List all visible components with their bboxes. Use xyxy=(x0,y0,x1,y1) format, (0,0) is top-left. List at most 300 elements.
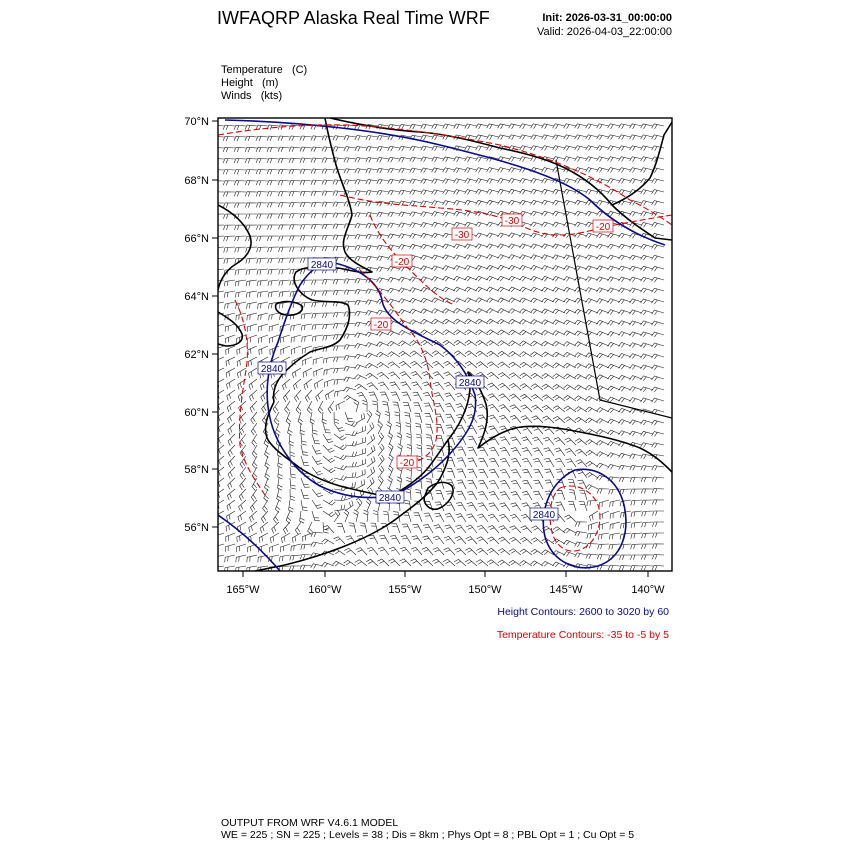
wind-barb xyxy=(215,346,224,355)
wind-barb xyxy=(500,437,510,445)
wind-barb xyxy=(300,247,312,252)
wind-barb xyxy=(250,511,258,522)
wind-barb xyxy=(234,170,246,175)
wind-barb xyxy=(355,560,367,566)
wind-barb xyxy=(531,276,544,281)
wind-barb xyxy=(366,300,378,305)
wind-barb xyxy=(322,158,334,163)
wind-barb xyxy=(488,394,499,401)
wind-barb xyxy=(586,450,598,456)
wind-barb xyxy=(564,342,577,347)
wind-barb xyxy=(652,266,665,271)
wind-barb xyxy=(367,478,374,490)
wind-barb xyxy=(410,244,422,249)
wind-barb xyxy=(455,548,467,555)
wind-barb xyxy=(355,246,367,251)
wind-barb xyxy=(322,180,334,185)
wind-barb xyxy=(377,157,389,162)
wind-barb xyxy=(334,434,346,440)
wind-barb xyxy=(334,379,345,385)
wind-barb xyxy=(520,189,532,194)
wind-barb xyxy=(509,124,521,129)
wind-barb xyxy=(344,356,356,361)
wind-barb xyxy=(289,500,294,512)
wind-barb xyxy=(498,276,511,281)
wind-barb xyxy=(311,532,323,537)
wind-barb xyxy=(489,480,499,489)
wind-barb xyxy=(443,361,455,368)
wind-barb xyxy=(487,560,499,566)
wind-barb xyxy=(388,559,400,566)
wind-barb xyxy=(553,222,566,227)
wind-barb xyxy=(575,309,588,314)
wind-barb xyxy=(373,510,378,522)
wind-barb xyxy=(619,397,632,402)
wind-barb xyxy=(215,533,224,541)
wind-barb xyxy=(404,412,411,423)
wind-barb xyxy=(576,460,587,467)
wind-barb xyxy=(630,489,642,494)
wind-barb xyxy=(553,562,566,567)
wind-barb xyxy=(520,384,532,390)
wind-barb xyxy=(511,492,521,501)
wind-barb xyxy=(489,503,500,511)
wind-barb xyxy=(597,135,609,140)
wind-barb xyxy=(652,565,664,570)
wind-barb xyxy=(225,555,235,562)
wind-barb xyxy=(564,417,576,423)
wind-barb xyxy=(564,552,577,557)
wind-barb xyxy=(542,373,554,379)
wind-barb xyxy=(421,179,433,184)
wind-barb xyxy=(239,401,246,412)
wind-barb xyxy=(476,233,489,238)
wind-barb xyxy=(487,548,499,555)
wind-barb xyxy=(249,379,257,390)
wind-barb xyxy=(443,340,455,346)
wind-barb xyxy=(608,233,621,238)
wind-barb xyxy=(261,511,268,523)
wind-barb xyxy=(608,277,621,282)
wind-barb xyxy=(300,169,312,174)
wind-barb xyxy=(216,390,225,400)
wind-barb xyxy=(498,362,510,368)
wind-barb xyxy=(257,280,268,286)
wind-barb xyxy=(652,420,665,425)
wind-barb xyxy=(226,346,235,355)
wind-barb xyxy=(586,309,599,314)
wind-barb xyxy=(476,266,489,271)
wind-barb xyxy=(377,179,389,184)
wind-barb xyxy=(225,324,235,332)
wind-barb xyxy=(542,405,554,412)
wind-barb xyxy=(322,280,334,285)
wind-barb xyxy=(226,357,235,366)
wind-barb xyxy=(468,469,478,478)
wind-barb xyxy=(300,202,312,207)
wind-barb xyxy=(410,320,423,325)
wind-barb xyxy=(619,179,631,184)
wind-barb xyxy=(531,561,543,566)
wind-barb xyxy=(323,467,335,473)
wind-barb xyxy=(608,266,621,271)
wind-barb xyxy=(542,309,555,314)
wind-barb xyxy=(436,435,444,445)
wind-barb xyxy=(610,522,620,529)
wind-barb xyxy=(268,258,279,263)
wind-barb xyxy=(531,124,543,129)
lat-axis xyxy=(184,116,218,534)
wind-barb xyxy=(311,224,323,229)
wind-barb xyxy=(467,503,477,512)
wind-barb xyxy=(619,431,632,436)
wind-barb xyxy=(443,309,456,314)
wind-barb xyxy=(575,298,588,303)
wind-barb xyxy=(521,405,533,412)
wind-barb xyxy=(610,511,620,519)
wind-barb xyxy=(466,514,477,522)
footer xyxy=(221,817,634,841)
wind-barb xyxy=(630,179,642,184)
wind-barb xyxy=(487,190,499,195)
wind-barb xyxy=(226,335,235,343)
wind-barb xyxy=(487,244,500,249)
wind-barb xyxy=(290,555,301,561)
wind-barb xyxy=(641,555,653,560)
wind-barb xyxy=(433,536,444,544)
wind-barb xyxy=(608,453,621,458)
wind-barb xyxy=(579,501,587,511)
wind-barb xyxy=(434,513,444,522)
wind-barb xyxy=(278,191,290,196)
wind-barb xyxy=(564,200,577,205)
wind-barb xyxy=(498,244,511,249)
lat-tick-label: 70°N xyxy=(184,116,209,128)
wind-barb xyxy=(586,299,599,304)
wind-barb xyxy=(465,157,477,162)
wind-barb xyxy=(564,298,577,303)
svg-text:-20: -20 xyxy=(373,320,389,331)
wind-barb xyxy=(281,346,290,355)
wind-barb xyxy=(378,433,384,445)
lon-tick-label: 145°W xyxy=(549,584,583,596)
wind-barb xyxy=(608,310,621,315)
wind-barb xyxy=(301,456,309,466)
wind-barb xyxy=(270,533,279,543)
wind-barb xyxy=(489,447,499,456)
wind-barb xyxy=(311,147,323,152)
wind-barb xyxy=(557,491,565,500)
wind-barb xyxy=(630,244,643,249)
wind-barb xyxy=(388,352,400,357)
temp-contour-north xyxy=(218,125,672,225)
height-contour-low xyxy=(267,262,475,498)
wind-barb xyxy=(597,157,609,162)
wind-barb xyxy=(520,549,532,555)
wind-barb xyxy=(531,526,543,533)
wind-barb xyxy=(454,124,466,129)
wind-barb xyxy=(375,411,380,423)
wind-barb xyxy=(393,402,400,412)
wind-barb xyxy=(388,433,393,446)
wind-barb xyxy=(476,179,488,184)
wind-barb xyxy=(454,190,466,195)
wind-barb xyxy=(487,200,500,205)
wind-barb xyxy=(406,433,411,445)
wind-barb xyxy=(443,168,455,173)
wind-barb xyxy=(397,433,402,445)
wind-barb xyxy=(544,448,555,456)
wind-barb xyxy=(498,265,511,270)
wind-barb xyxy=(333,346,345,351)
wind-barb xyxy=(355,235,367,240)
wind-barb xyxy=(403,402,411,412)
wind-barb xyxy=(318,401,323,414)
lat-tick-label: 68°N xyxy=(184,175,209,187)
wind-barb xyxy=(223,125,235,130)
wind-barb xyxy=(520,157,532,162)
wind-barb xyxy=(312,302,323,307)
wind-barb xyxy=(511,437,522,445)
wind-barb xyxy=(457,458,466,467)
wind-barb xyxy=(476,168,488,173)
wind-barb xyxy=(412,536,422,544)
wind-barb xyxy=(500,492,510,500)
wind-barb xyxy=(520,200,533,205)
wind-barb xyxy=(378,477,383,489)
wind-barb xyxy=(652,354,665,359)
wind-barb xyxy=(399,277,412,282)
wind-barb xyxy=(378,422,383,435)
wind-barb xyxy=(520,179,532,184)
wind-barb xyxy=(509,309,522,314)
wind-barb xyxy=(520,244,533,249)
wind-barb xyxy=(278,169,290,174)
wind-barb xyxy=(652,466,664,471)
wind-barb xyxy=(487,233,500,238)
wind-barb xyxy=(564,395,576,401)
wind-barb xyxy=(289,225,301,230)
wind-barb xyxy=(326,390,335,400)
wind-barb xyxy=(388,234,400,239)
field-height: Height (m) xyxy=(221,77,279,89)
wind-barb xyxy=(246,247,257,252)
wind-barb xyxy=(443,212,455,217)
wind-barb xyxy=(290,467,296,478)
lat-tick-label: 60°N xyxy=(184,407,209,419)
wind-barb xyxy=(292,368,301,378)
wind-barb xyxy=(465,146,477,151)
wind-barb xyxy=(641,321,654,326)
wind-barb xyxy=(597,429,610,434)
wind-barb xyxy=(509,168,521,173)
wind-barb xyxy=(476,255,489,260)
wind-barb xyxy=(247,555,257,562)
wind-barb xyxy=(564,374,576,379)
wind-barb xyxy=(586,135,598,140)
wind-barb xyxy=(377,146,389,151)
lon-tick-label: 150°W xyxy=(468,584,502,596)
wind-barb xyxy=(641,431,654,436)
wind-barb xyxy=(234,125,246,130)
wind-barb xyxy=(487,168,499,173)
wind-barb xyxy=(487,319,499,324)
wind-barb xyxy=(509,233,522,238)
wind-barb xyxy=(322,213,334,218)
wind-barb xyxy=(344,246,356,251)
wind-barb xyxy=(608,386,621,391)
wind-barb xyxy=(312,489,323,497)
wind-barb xyxy=(630,376,643,381)
wind-barb xyxy=(300,236,312,241)
wind-barb xyxy=(652,124,664,129)
wind-barb xyxy=(553,341,566,346)
wind-barb xyxy=(641,566,653,571)
wind-barb xyxy=(487,265,500,270)
wind-barb xyxy=(597,342,610,347)
wind-barb xyxy=(608,157,620,162)
wind-barb xyxy=(388,277,400,282)
height-legend: Height Contours: 2600 to 3020 by 60 xyxy=(497,606,669,618)
wind-barb xyxy=(447,447,456,456)
wind-barb xyxy=(366,373,378,379)
wind-barb xyxy=(323,324,334,329)
wind-barb xyxy=(498,373,510,380)
field-winds: Winds (kts) xyxy=(221,90,283,102)
wind-barb xyxy=(465,287,478,292)
wind-barb xyxy=(498,189,510,194)
wind-barb xyxy=(619,255,632,260)
wind-barb xyxy=(248,335,257,343)
wind-barb xyxy=(630,168,642,173)
wind-barb xyxy=(296,401,301,413)
wind-barb xyxy=(433,382,444,390)
canada-coastline xyxy=(612,122,672,205)
wind-barb xyxy=(355,202,367,207)
wind-barb xyxy=(279,280,290,286)
wind-barb xyxy=(377,168,389,173)
wind-barb xyxy=(476,222,489,227)
wind-barb xyxy=(509,341,521,346)
wind-barb xyxy=(248,357,257,367)
wind-barb xyxy=(641,277,654,282)
wind-barb xyxy=(575,522,587,527)
wind-barb xyxy=(367,422,374,434)
wind-barb xyxy=(345,441,357,446)
wind-barb xyxy=(553,331,566,336)
wind-barb xyxy=(445,525,456,533)
wind-barb xyxy=(344,366,356,371)
wind-barb xyxy=(454,201,466,206)
wind-barb xyxy=(224,247,235,253)
wind-barb xyxy=(311,247,323,252)
wind-barb xyxy=(424,513,433,522)
wind-barb xyxy=(344,345,356,350)
wind-barb xyxy=(336,401,345,410)
wind-barb xyxy=(586,146,598,151)
wind-barb xyxy=(575,363,588,368)
wind-barb xyxy=(619,566,631,571)
wind-barb xyxy=(235,291,246,298)
wind-barb xyxy=(630,365,643,370)
wind-barb xyxy=(641,288,654,293)
wind-barb xyxy=(520,341,532,346)
wind-barb xyxy=(476,548,488,555)
wind-barb xyxy=(366,256,378,261)
wind-barb xyxy=(531,309,544,314)
wind-barb xyxy=(344,147,356,152)
wind-barb xyxy=(325,379,334,387)
wind-barb xyxy=(432,157,444,162)
wind-barb xyxy=(443,201,455,206)
wind-barb xyxy=(631,522,642,528)
wind-barb xyxy=(311,280,323,285)
wind-barb xyxy=(652,299,665,304)
height-label xyxy=(456,376,484,389)
wind-barb xyxy=(399,245,411,250)
wind-barb xyxy=(542,200,555,205)
wind-barb xyxy=(553,211,566,216)
wind-barb xyxy=(265,445,270,458)
wind-barb xyxy=(598,544,609,549)
wind-barb xyxy=(378,444,384,456)
wind-barb xyxy=(377,352,390,357)
wind-barb xyxy=(265,467,270,480)
wind-barb xyxy=(432,309,445,314)
wind-barb xyxy=(344,334,356,339)
wind-barb xyxy=(366,245,378,250)
wind-barb xyxy=(619,157,631,162)
wind-barb xyxy=(619,310,632,315)
wind-barb xyxy=(553,157,565,162)
wind-barb xyxy=(399,146,411,151)
wind-barb xyxy=(553,146,565,151)
wind-barb xyxy=(259,335,268,343)
wind-barb xyxy=(575,542,587,547)
wind-barb xyxy=(619,332,632,337)
wind-barb xyxy=(311,191,323,196)
svg-text:2840: 2840 xyxy=(310,260,334,271)
wind-barb xyxy=(542,352,554,357)
wind-barb xyxy=(542,341,555,346)
wind-barb xyxy=(454,157,466,162)
wind-barb xyxy=(401,536,411,545)
wind-barb xyxy=(520,330,533,335)
wind-barb xyxy=(641,124,653,129)
wind-barb xyxy=(454,559,466,566)
wind-barb xyxy=(509,179,521,184)
wind-barb xyxy=(476,124,488,129)
wind-barb xyxy=(542,561,555,566)
wind-barb xyxy=(608,441,621,446)
wind-barb xyxy=(337,524,345,533)
wind-barb xyxy=(531,222,544,227)
wind-barb xyxy=(389,547,400,555)
wind-barb xyxy=(421,190,433,195)
wind-barb xyxy=(444,372,455,379)
wind-barb xyxy=(489,492,499,501)
wind-barb xyxy=(510,514,521,522)
wind-barb xyxy=(619,288,632,293)
wind-barb xyxy=(597,353,610,358)
wind-barb xyxy=(380,392,389,401)
wind-barb xyxy=(292,533,301,543)
wind-barb xyxy=(454,330,466,335)
wind-barb xyxy=(586,385,599,390)
wind-barb xyxy=(355,384,367,390)
wind-barb xyxy=(443,124,455,129)
wind-barb xyxy=(367,445,375,456)
